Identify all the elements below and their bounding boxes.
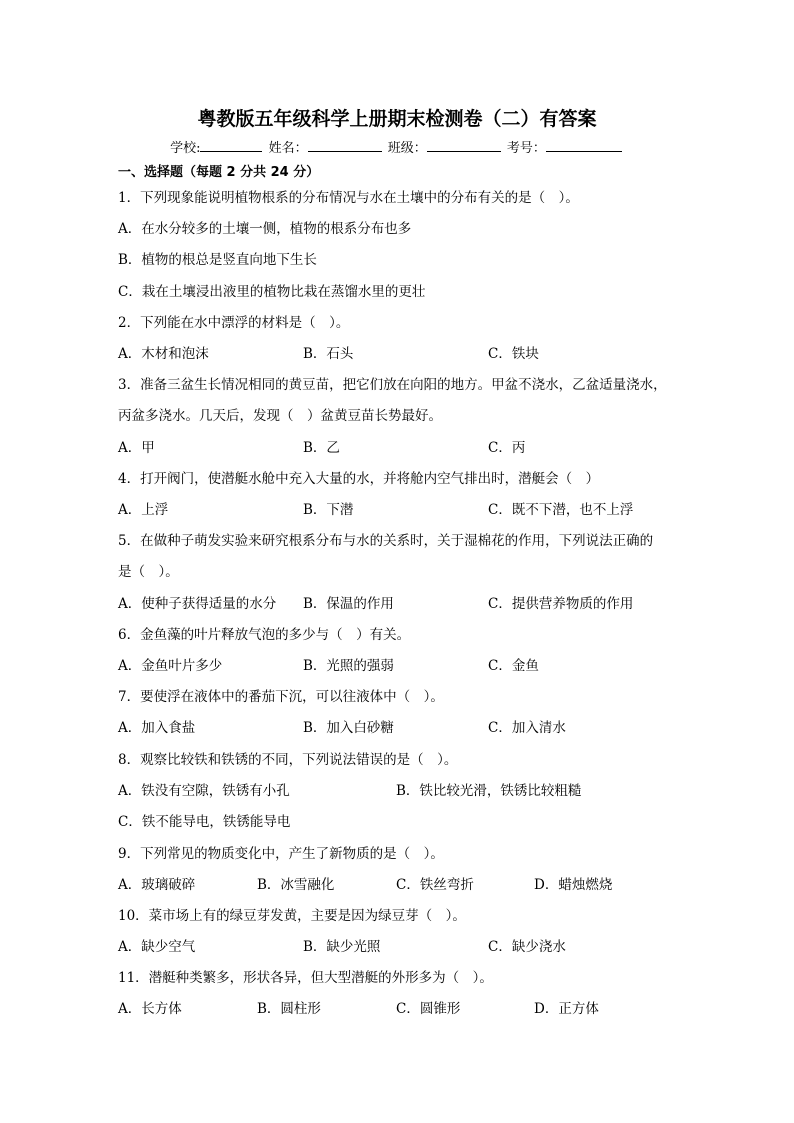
number-blank [546, 138, 622, 152]
q10-option-a: A．缺少空气 [118, 939, 196, 955]
school-label: 学校: [170, 141, 201, 156]
q1-option-c: C．栽在土壤浸出液里的植物比栽在蒸馏水里的更壮 [118, 284, 426, 300]
q8-option-b: B．铁比较光滑，铁锈比较粗糙 [396, 783, 582, 799]
q5-option-c: C．提供营养物质的作用 [488, 596, 634, 612]
q5-option-a: A．使种子获得适量的水分 [118, 596, 277, 612]
question-2: 2．下列能在水中漂浮的材料是（ ）。 [118, 315, 350, 331]
q4-option-a: A．上浮 [118, 502, 169, 518]
q7-option-c: C．加入清水 [488, 720, 566, 736]
question-11: 11．潜艇种类繁多，形状各异，但大型潜艇的外形多为（ ）。 [118, 970, 493, 986]
q11-option-c: C．圆锥形 [396, 1001, 461, 1017]
number-label: 考号： [506, 141, 546, 156]
question-1: 1．下列现象能说明植物根系的分布情况与水在土壤中的分布有关的是（ ）。 [118, 190, 579, 206]
question-5-cont: 是（ ）。 [118, 564, 179, 580]
question-3-cont: 丙盆多浇水。几天后，发现（ ）盆黄豆苗长势最好。 [118, 408, 442, 424]
name-blank [308, 138, 382, 152]
question-5: 5．在做种子萌发实验来研究根系分布与水的关系时，关于湿棉花的作用，下列说法正确的 [118, 533, 654, 549]
school-blank [200, 138, 262, 152]
name-label: 姓名： [268, 141, 308, 156]
section-heading: 一、选择题（每题 2 分共 24 分） [118, 165, 320, 180]
q11-option-d: D．正方体 [534, 1001, 599, 1017]
page-title: 粤教版五年级科学上册期末检测卷（二）有答案 [197, 108, 597, 130]
q10-option-c: C．缺少浇水 [488, 939, 566, 955]
q7-option-a: A．加入食盐 [118, 720, 196, 736]
class-blank [427, 138, 501, 152]
student-info-line [0, 137, 794, 156]
question-9: 9．下列常见的物质变化中，产生了新物质的是（ ）。 [118, 846, 444, 862]
q6-option-c: C．金鱼 [488, 658, 539, 674]
question-7: 7．要使浮在液体中的番茄下沉，可以往液体中（ ）。 [118, 689, 444, 705]
q2-option-a: A．木材和泡沫 [118, 346, 209, 362]
q2-option-b: B．石头 [303, 346, 354, 362]
q5-option-b: B．保温的作用 [303, 596, 394, 612]
question-10: 10．菜市场上有的绿豆芽发黄，主要是因为绿豆芽（ ）。 [118, 908, 466, 924]
question-4: 4．打开阀门，使潜艇水舱中充入大量的水，并将舱内空气排出时，潜艇会（ ） [118, 471, 600, 487]
q7-option-b: B．加入白砂糖 [303, 720, 394, 736]
question-6: 6．金鱼藻的叶片释放气泡的多少与（ ）有关。 [118, 627, 411, 643]
q6-option-b: B．光照的强弱 [303, 658, 394, 674]
q1-option-b: B．植物的根总是竖直向地下生长 [118, 252, 317, 268]
q4-option-c: C．既不下潜，也不上浮 [488, 502, 634, 518]
q1-option-a: A．在水分较多的土壤一侧，植物的根系分布也多 [118, 221, 412, 237]
question-3: 3．准备三盆生长情况相同的黄豆苗，把它们放在向阳的地方。甲盆不浇水，乙盆适量浇水， [118, 377, 667, 393]
q8-option-c: C．铁不能导电，铁锈能导电 [118, 814, 291, 830]
q9-option-d: D．蜡烛燃烧 [534, 877, 613, 893]
q9-option-c: C．铁丝弯折 [396, 877, 474, 893]
q3-option-a: A．甲 [118, 440, 155, 456]
q9-option-b: B．冰雪融化 [257, 877, 335, 893]
q4-option-b: B．下潜 [303, 502, 354, 518]
q2-option-c: C．铁块 [488, 346, 539, 362]
q3-option-b: B．乙 [303, 440, 340, 456]
q8-option-a: A．铁没有空隙，铁锈有小孔 [118, 783, 290, 799]
question-8: 8．观察比较铁和铁锈的不同，下列说法错误的是（ ）。 [118, 752, 458, 768]
q11-option-b: B．圆柱形 [257, 1001, 321, 1017]
q9-option-a: A．玻璃破碎 [118, 877, 196, 893]
q11-option-a: A．长方体 [118, 1001, 182, 1017]
q3-option-c: C．丙 [488, 440, 526, 456]
q10-option-b: B．缺少光照 [303, 939, 381, 955]
q6-option-a: A．金鱼叶片多少 [118, 658, 223, 674]
class-label: 班级： [387, 141, 427, 156]
